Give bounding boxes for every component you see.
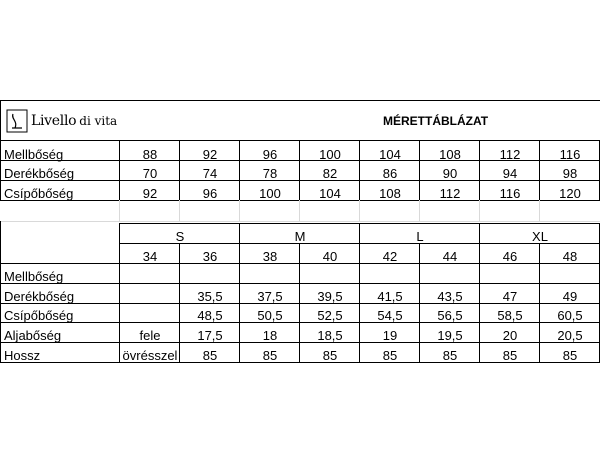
logo-subtitle: di vita — [79, 114, 118, 128]
t1-cell: 74 — [202, 166, 218, 181]
t2-cell — [300, 267, 360, 287]
t1-cell: 116 — [559, 147, 581, 162]
size-number: 44 — [442, 249, 458, 264]
t2-cell: 60,5 — [557, 308, 583, 323]
t2-cell: 47 — [502, 289, 518, 304]
size-number: 34 — [142, 249, 158, 264]
size-number: 36 — [202, 249, 218, 264]
t2-cell: 85 — [382, 348, 398, 363]
t1-cell: 96 — [262, 147, 278, 162]
size-number: 46 — [502, 249, 518, 264]
t1-cell: 94 — [502, 166, 518, 181]
t1-cell: 116 — [499, 186, 521, 201]
logo-text: Livello — [31, 113, 77, 129]
logo-icon — [6, 109, 28, 133]
t2-cell: 19,5 — [437, 328, 463, 343]
t2-cell: övrésszel — [122, 348, 178, 363]
t2-cell: 20 — [502, 328, 518, 343]
t1-cell: 82 — [322, 166, 338, 181]
border-line — [120, 223, 600, 224]
t2-cell — [480, 267, 540, 287]
t2-cell: 41,5 — [377, 289, 403, 304]
t1-cell: 104 — [379, 147, 401, 162]
t2-cell — [120, 306, 180, 326]
t2-cell: 48,5 — [197, 308, 223, 323]
t1-cell: 100 — [319, 147, 341, 162]
t2-cell — [540, 267, 600, 287]
t2-label-derekboseg: Derékbőség — [4, 289, 75, 304]
t2-cell: 50,5 — [257, 308, 283, 323]
t1-cell: 92 — [202, 147, 218, 162]
t2-cell — [420, 267, 480, 287]
t2-cell: 56,5 — [437, 308, 463, 323]
size-number: 40 — [322, 249, 338, 264]
t2-cell: fele — [139, 328, 161, 343]
t2-cell: 85 — [502, 348, 518, 363]
t2-cell: 39,5 — [317, 289, 343, 304]
size-group-m: M — [294, 229, 306, 244]
t1-cell: 98 — [562, 166, 578, 181]
t1-cell: 120 — [559, 186, 581, 201]
t2-cell: 17,5 — [197, 328, 223, 343]
t2-cell: 85 — [262, 348, 278, 363]
t2-cell: 35,5 — [197, 289, 223, 304]
t2-cell — [180, 267, 240, 287]
t2-cell: 85 — [442, 348, 458, 363]
t1-cell: 96 — [202, 186, 218, 201]
t1-cell: 70 — [142, 166, 158, 181]
size-number: 38 — [262, 249, 278, 264]
brand-logo — [6, 107, 117, 135]
t2-cell: 54,5 — [377, 308, 403, 323]
t1-cell: 86 — [382, 166, 398, 181]
t2-cell: 52,5 — [317, 308, 343, 323]
t2-cell: 37,5 — [257, 289, 283, 304]
t2-cell: 43,5 — [437, 289, 463, 304]
size-number: 42 — [382, 249, 398, 264]
size-group-xl: XL — [532, 229, 548, 244]
t2-cell: 19 — [382, 328, 398, 343]
page-title: MÉRETTÁBLÁZAT — [383, 114, 489, 128]
t2-cell — [240, 267, 300, 287]
grid-line — [0, 221, 600, 222]
t1-cell: 88 — [142, 147, 158, 162]
t1-label-csipoboseg: Csípőbőség — [4, 186, 74, 201]
t1-cell: 90 — [442, 166, 458, 181]
t1-cell: 92 — [142, 186, 158, 201]
t2-label-hossz: Hossz — [4, 348, 41, 363]
t1-cell: 78 — [262, 166, 278, 181]
t1-cell: 108 — [379, 186, 401, 201]
t2-cell: 85 — [202, 348, 218, 363]
border-line — [0, 100, 1, 140]
t2-label-aljaboseg: Aljabőség — [4, 328, 62, 343]
border-line — [0, 140, 600, 141]
t1-cell: 100 — [259, 186, 281, 201]
t2-cell: 20,5 — [557, 328, 583, 343]
t1-cell: 112 — [439, 186, 461, 201]
t2-cell: 58,5 — [497, 308, 523, 323]
t2-cell — [360, 267, 420, 287]
t1-cell: 112 — [499, 147, 521, 162]
t2-cell: 85 — [562, 348, 578, 363]
t2-label-mellboseg: Mellbőség — [4, 269, 64, 284]
t2-label-csipoboseg: Csípőbőség — [4, 308, 74, 323]
t1-cell: 104 — [319, 186, 341, 201]
t2-cell: 85 — [322, 348, 338, 363]
t1-label-derekboseg: Derékbőség — [4, 166, 75, 181]
t2-cell: 49 — [562, 289, 578, 304]
t1-label-mellboseg: Mellbőség — [4, 147, 64, 162]
t2-cell — [120, 267, 180, 287]
size-group-l: L — [416, 229, 424, 244]
border-line — [0, 100, 600, 101]
t1-cell: 108 — [439, 147, 461, 162]
t2-cell: 18 — [262, 328, 278, 343]
size-number: 48 — [562, 249, 578, 264]
size-group-s: S — [175, 229, 185, 244]
t2-cell: 18,5 — [317, 328, 343, 343]
t2-cell — [120, 287, 180, 307]
